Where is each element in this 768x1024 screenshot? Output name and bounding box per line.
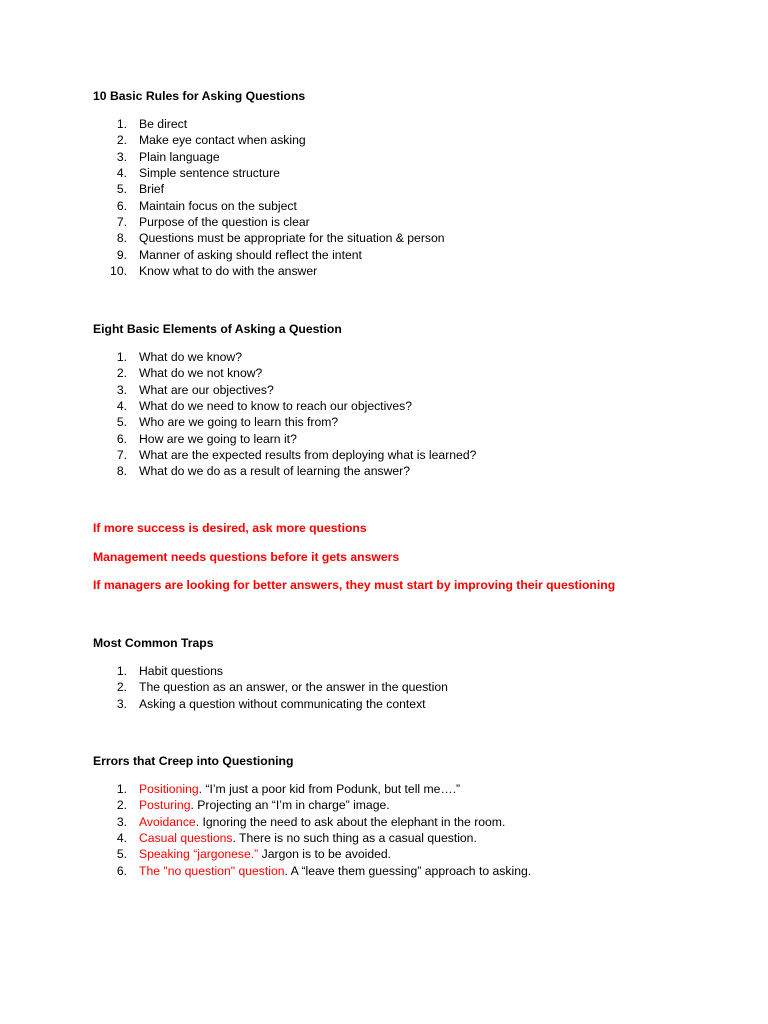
error-description: . A “leave them guessing” approach to asking. [284, 863, 532, 878]
list-text: What do we need to know to reach our objectives? [139, 399, 413, 414]
callout-management-questions: Management needs questions before it gets answers [93, 550, 400, 564]
list-item [0, 414, 700, 430]
list-number: 8. [116, 464, 127, 479]
list-item [0, 431, 700, 447]
error-term: Posturing [139, 798, 191, 813]
heading-common-traps: Most Common Traps [93, 636, 214, 650]
list-item [0, 696, 700, 712]
list-number: 1. [116, 350, 127, 364]
list-text: Asking a question without communicating the context [139, 696, 426, 711]
list-text: Maintain focus on the subject [139, 198, 297, 213]
list-number: 8. [116, 231, 127, 246]
list-item [0, 797, 700, 813]
list-text: What are the expected results from deploying what is learned? [139, 448, 477, 463]
list-number: 2. [116, 680, 127, 695]
list-text: Simple sentence structure [139, 166, 280, 181]
list-number: 6. [116, 863, 127, 878]
list-number: 7. [116, 448, 127, 463]
list-item [0, 663, 700, 679]
error-term: Avoidance [139, 814, 196, 829]
list-text: Plain language [139, 149, 220, 164]
list-item [0, 398, 700, 414]
list-errors [0, 781, 700, 879]
error-term: Speaking “jargonese.” [139, 847, 259, 862]
list-number: 4. [116, 831, 127, 846]
error-term: The "no question" question [139, 863, 285, 878]
list-item [0, 247, 700, 263]
list-text: Purpose of the question is clear [139, 215, 310, 230]
list-common-traps [0, 663, 700, 712]
list-number: 3. [116, 814, 127, 829]
list-number: 1. [116, 782, 127, 796]
list-item [0, 814, 700, 830]
list-text: What do we not know? [139, 366, 263, 381]
list-item [0, 382, 700, 398]
list-number: 10. [110, 264, 127, 279]
list-text: Who are we going to learn this from? [139, 415, 339, 430]
list-number: 1. [116, 664, 127, 678]
error-description: . Projecting an “I’m in charge” image. [190, 798, 390, 813]
list-number: 9. [116, 247, 127, 262]
list-item [0, 198, 700, 214]
list-text: Habit questions [139, 664, 224, 678]
list-basic-elements [0, 349, 700, 480]
error-description: . Ignoring the need to ask about the elephant in the room. [195, 814, 506, 829]
error-term: Positioning [139, 782, 199, 796]
list-text: How are we going to learn it? [139, 431, 297, 446]
list-text [139, 781, 460, 797]
list-number: 3. [116, 382, 127, 397]
list-basic-rules [0, 116, 700, 279]
list-item [0, 830, 700, 846]
list-item [0, 181, 700, 197]
list-text: What are our objectives? [139, 382, 274, 397]
list-number: 1. [116, 117, 127, 131]
list-item [0, 230, 700, 246]
list-item [0, 263, 700, 279]
list-number: 4. [116, 166, 127, 181]
list-number: 2. [116, 366, 127, 381]
list-number: 4. [116, 399, 127, 414]
list-item [0, 679, 700, 695]
list-text [139, 814, 505, 830]
callout-more-success: If more success is desired, ask more questions [93, 521, 367, 535]
list-item [0, 165, 700, 181]
list-item [0, 447, 700, 463]
list-number: 6. [116, 431, 127, 446]
list-text: What do we do as a result of learning the answer? [139, 464, 410, 479]
heading-errors: Errors that Creep into Questioning [93, 754, 294, 768]
list-item [0, 349, 700, 365]
list-item [0, 116, 700, 132]
error-description: . There is no such thing as a casual question. [232, 831, 477, 846]
list-item [0, 863, 700, 879]
heading-basic-elements: Eight Basic Elements of Asking a Question [93, 322, 342, 336]
heading-basic-rules: 10 Basic Rules for Asking Questions [93, 89, 306, 103]
list-text [139, 797, 390, 813]
list-text: Manner of asking should reflect the intent [139, 247, 362, 262]
list-number: 5. [116, 182, 127, 197]
list-item [0, 214, 700, 230]
list-text: Know what to do with the answer [139, 264, 318, 279]
list-number: 2. [116, 133, 127, 148]
error-description: Jargon is to be avoided. [258, 847, 392, 862]
list-number: 3. [116, 149, 127, 164]
list-item [0, 132, 700, 148]
error-term: Casual questions [139, 831, 233, 846]
list-number: 7. [116, 215, 127, 230]
list-number: 2. [116, 798, 127, 813]
list-item [0, 463, 700, 479]
list-text: The question as an answer, or the answer in the question [139, 680, 448, 695]
list-number: 6. [116, 198, 127, 213]
list-item [0, 365, 700, 381]
error-description: . “I’m just a poor kid from Podunk, but tell me….” [198, 782, 461, 796]
list-text: Make eye contact when asking [139, 133, 306, 148]
list-item [0, 149, 700, 165]
list-text: What do we know? [139, 350, 242, 364]
list-number: 5. [116, 847, 127, 862]
list-item [0, 781, 700, 797]
callout-better-answers: If managers are looking for better answers, they must start by improving their questioning [93, 578, 616, 592]
list-text [139, 830, 477, 846]
list-text: Questions must be appropriate for the situation & person [139, 231, 445, 246]
list-text [139, 863, 531, 879]
list-number: 5. [116, 415, 127, 430]
list-text [139, 846, 391, 862]
list-text: Be direct [139, 117, 188, 131]
list-item [0, 846, 700, 862]
list-text: Brief [139, 182, 165, 197]
list-number: 3. [116, 696, 127, 711]
